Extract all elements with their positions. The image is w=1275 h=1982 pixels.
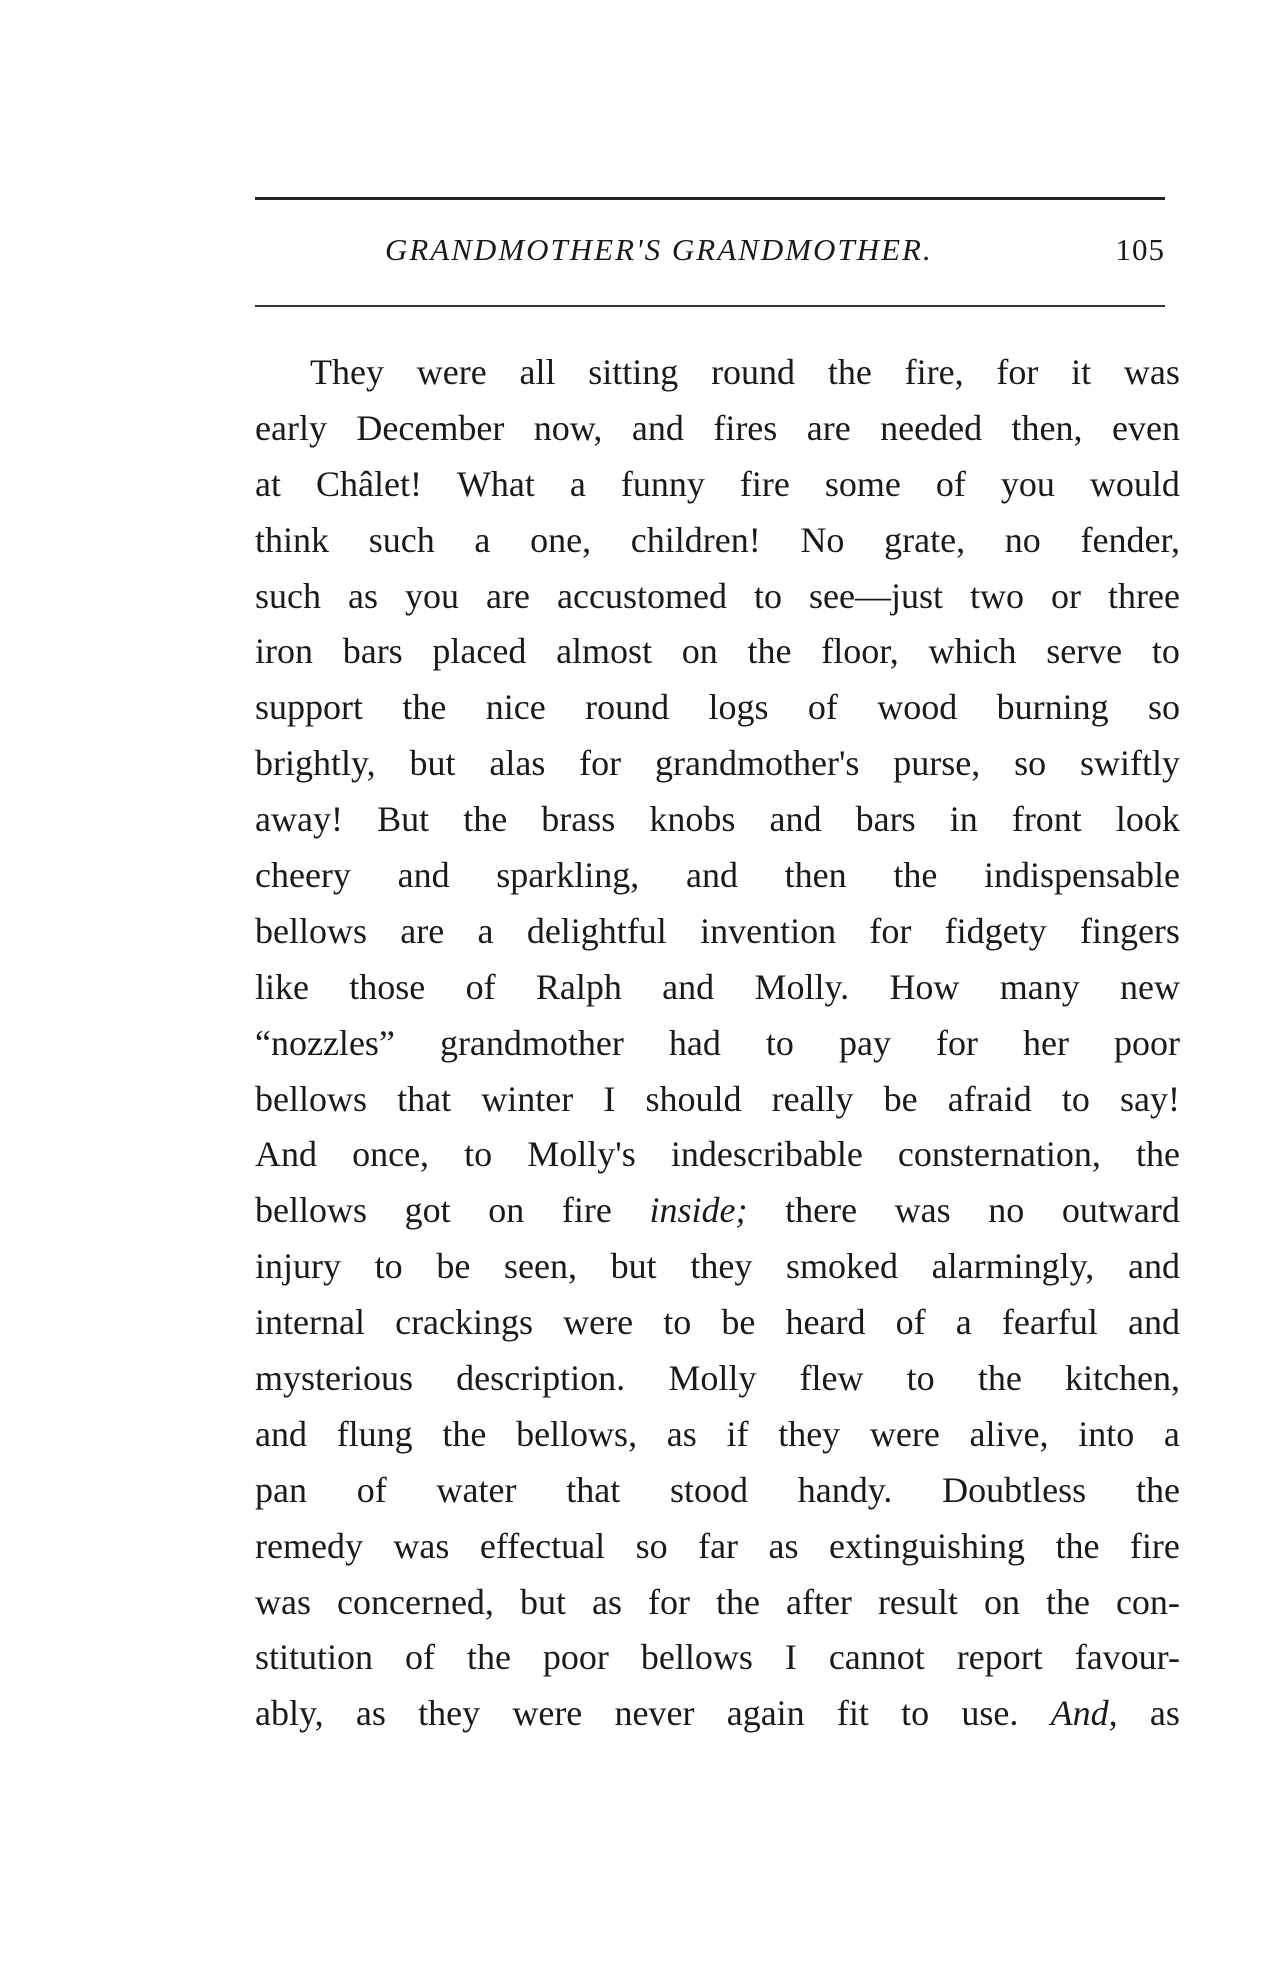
- running-head: [255, 232, 1165, 292]
- text-line: early December now, and fires are needed then, even: [255, 407, 1180, 448]
- text-line: such as you are accustomed to see—just two or three: [255, 575, 1180, 616]
- text-line: bellows that winter I should really be afraid to say!: [255, 1078, 1180, 1119]
- text-line: They were all sitting round the fire, for it was: [310, 352, 1180, 392]
- text-line: at Châlet! What a funny fire some of you would: [255, 463, 1180, 504]
- text-line: brightly, but alas for grandmother's purse, so swiftly: [255, 743, 1180, 784]
- text-line: away! But the brass knobs and bars in front look: [255, 799, 1180, 840]
- text-line: remedy was effectual so far as extinguishing the fire: [255, 1525, 1180, 1566]
- body-text: [255, 345, 1180, 1742]
- text-line: stitution of the poor bellows I cannot report favour-: [255, 1637, 1180, 1678]
- text-line: think such a one, children! No grate, no fender,: [255, 519, 1180, 560]
- header-rule-bottom: [255, 305, 1165, 307]
- text-line: internal crackings were to be heard of a fearful and: [255, 1302, 1180, 1343]
- text-line: iron bars placed almost on the floor, which serve to: [255, 631, 1180, 672]
- text-line: bellows got on fire inside; there was no outward: [255, 1190, 1180, 1231]
- text-line: And once, to Molly's indescribable consternation, the: [255, 1134, 1180, 1175]
- text-line: was concerned, but as for the after result on the con-: [255, 1581, 1180, 1622]
- text-line: injury to be seen, but they smoked alarmingly, and: [255, 1246, 1180, 1287]
- text-line: like those of Ralph and Molly. How many new: [255, 966, 1180, 1007]
- header-rule-top: [255, 197, 1165, 200]
- text-line: pan of water that stood handy. Doubtless the: [255, 1469, 1180, 1510]
- text-line: mysterious description. Molly flew to the kitchen,: [255, 1358, 1180, 1399]
- text-line: “nozzles” grandmother had to pay for her poor: [255, 1022, 1180, 1063]
- text-line: and flung the bellows, as if they were alive, into a: [255, 1413, 1180, 1454]
- page-number: 105: [1115, 232, 1165, 267]
- text-line: bellows are a delightful invention for fidgety fingers: [255, 910, 1180, 951]
- text-line: cheery and sparkling, and then the indispensable: [255, 855, 1180, 896]
- text-line: support the nice round logs of wood burning so: [255, 687, 1180, 728]
- running-title: GRANDMOTHER'S GRANDMOTHER.: [385, 232, 933, 267]
- text-line: ably, as they were never again fit to use. And, as: [255, 1693, 1180, 1734]
